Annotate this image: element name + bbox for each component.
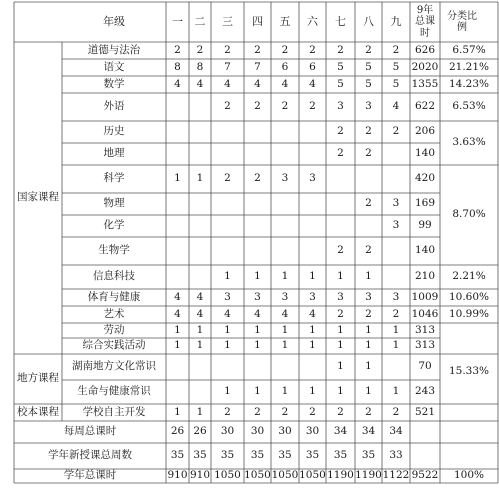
grade-hours-cell: 2: [392, 307, 400, 320]
weeks-value-cell: 35: [193, 449, 207, 462]
grade-hours-cell: 1: [281, 385, 289, 398]
grade-hours-cell: 5: [392, 77, 400, 90]
grade-hours-cell: [326, 165, 355, 193]
total-hours-cell: 206: [414, 125, 436, 138]
ratio-cell: 10.99%: [448, 307, 490, 320]
grade-hours-cell: 1: [365, 339, 372, 352]
weekly-value-cell: 30: [250, 425, 265, 438]
grade-hours-cell: 5: [365, 60, 372, 73]
grade-hours-cell: 2: [224, 172, 231, 185]
weeks-value-cell: 35: [278, 449, 292, 462]
grade-hours-cell: [382, 265, 410, 289]
grade-col-4: 四: [252, 14, 263, 28]
grade-hours-cell: 2: [392, 125, 400, 138]
grade-hours-cell: 3: [392, 197, 400, 210]
subject-name: 化学: [103, 219, 125, 232]
grade-hours-cell: [166, 380, 189, 404]
grade-header: 年级: [103, 14, 125, 28]
grade-hours-cell: 1: [196, 339, 204, 352]
grade-hours-cell: [189, 215, 211, 237]
grade-hours-cell: [211, 143, 244, 165]
total-hours-cell: 169: [414, 197, 436, 210]
grade-hours-cell: [166, 121, 189, 143]
subject-name: 物理: [103, 197, 125, 210]
weekly-value-cell: 34: [361, 425, 376, 438]
grade-hours-cell: 2: [392, 43, 400, 56]
grade-hours-cell: [166, 93, 189, 121]
subject-name: 历史: [103, 125, 125, 138]
weekly-hours-label: 每周总课时: [63, 425, 117, 438]
total-hours-cell: 622: [414, 100, 436, 113]
grade-hours-cell: 1: [281, 270, 289, 283]
grade-hours-cell: [271, 215, 299, 237]
grade-hours-cell: 1: [196, 323, 204, 336]
subject-name: 信息科技: [93, 270, 135, 283]
annual-value-cell: 1050: [271, 469, 299, 482]
grade-hours-cell: 3: [392, 219, 400, 232]
weeks-value-cell: 35: [220, 449, 235, 462]
grade-hours-cell: 1: [174, 172, 181, 185]
total-hours-cell: 313: [414, 339, 436, 352]
grade-hours-cell: 8: [196, 60, 204, 73]
grade-hours-cell: 1: [224, 323, 231, 336]
grade-hours-cell: 2: [281, 43, 289, 56]
grade-col-7: 七: [335, 14, 346, 28]
grade-hours-cell: [299, 215, 326, 237]
grade-hours-cell: 1: [281, 323, 289, 336]
grade-hours-cell: 4: [196, 290, 204, 303]
grade-hours-cell: [244, 193, 271, 215]
subject-name: 综合实践活动: [82, 339, 146, 352]
grade-hours-cell: 7: [254, 60, 261, 73]
ratio-cell: 15.33%: [448, 365, 490, 378]
weekly-value-cell: 30: [278, 425, 292, 438]
grade-hours-cell: 5: [337, 77, 344, 90]
grade-hours-cell: 1: [174, 339, 181, 352]
grade-hours-cell: 3: [281, 290, 289, 303]
grade-hours-cell: [355, 215, 382, 237]
grade-hours-cell: [382, 143, 410, 165]
grade-col-8: 八: [363, 14, 374, 28]
weeks-value-cell: 35: [305, 449, 320, 462]
grade-hours-cell: [189, 193, 211, 215]
grade-hours-cell: 2: [224, 100, 231, 113]
grade-hours-cell: 1: [337, 339, 344, 352]
ratio-cell: 10.60%: [448, 290, 490, 303]
ratio-cell: 6.57%: [452, 43, 486, 56]
grade-hours-cell: 1: [196, 172, 204, 185]
total-hours-cell: 420: [414, 172, 436, 185]
grade-hours-cell: 1: [392, 339, 400, 352]
grade-hours-cell: 1: [224, 385, 231, 398]
subject-name: 科学: [103, 172, 125, 185]
grade-hours-cell: 1: [174, 323, 181, 336]
grade-hours-cell: [189, 265, 211, 289]
subject-name: 道德与法治: [87, 43, 141, 56]
grade-hours-cell: 3: [392, 290, 400, 303]
grade-hours-cell: [271, 237, 299, 265]
total-hours-cell: 99: [418, 219, 432, 232]
category-school: 校本课程: [17, 405, 59, 418]
grade-hours-cell: [211, 193, 244, 215]
subject-name: 生物学: [98, 244, 130, 257]
grade-hours-cell: 3: [254, 290, 261, 303]
total-hours-cell: 2020: [411, 60, 439, 73]
grade-hours-cell: 2: [365, 244, 372, 257]
grade-hours-cell: 4: [224, 307, 231, 320]
weeks-value-cell: 33: [389, 449, 403, 462]
category-local: 地方课程: [17, 372, 59, 385]
subject-name: 地理: [103, 147, 125, 160]
grade-hours-cell: 3: [365, 100, 372, 113]
grade-hours-cell: 1: [254, 323, 261, 336]
grade-hours-cell: [189, 354, 211, 380]
grade-hours-cell: 3: [337, 100, 344, 113]
grade-hours-cell: 2: [337, 125, 344, 138]
grade-hours-cell: 4: [309, 77, 316, 90]
grade-hours-cell: [211, 354, 244, 380]
grade-hours-cell: 2: [337, 43, 344, 56]
grade-hours-cell: 2: [224, 405, 231, 418]
grade-hours-cell: [211, 237, 244, 265]
total-hours-cell: 313: [414, 323, 436, 336]
grade-hours-cell: 1: [174, 405, 181, 418]
subject-name: 数学: [103, 77, 125, 90]
weeks-value-cell: 35: [333, 449, 348, 462]
total-hours-cell: 243: [414, 385, 436, 398]
grade-hours-cell: 2: [281, 100, 289, 113]
grade-col-6: 六: [307, 14, 318, 28]
annual-value-cell: 1190: [327, 469, 354, 482]
subject-name: 体育与健康: [87, 290, 141, 303]
grade-hours-cell: [271, 354, 299, 380]
grade-hours-cell: 1: [365, 360, 372, 373]
total-hours-cell: 1046: [411, 307, 439, 320]
grade-hours-cell: 1: [309, 270, 316, 283]
grade-hours-cell: [299, 193, 326, 215]
grade-hours-cell: 1: [337, 385, 344, 398]
grade-hours-cell: 2: [309, 43, 316, 56]
grade-hours-cell: 1: [309, 339, 316, 352]
grade-hours-cell: [189, 143, 211, 165]
grade-col-9: 九: [390, 14, 402, 28]
grade-hours-cell: 1: [254, 385, 261, 398]
grade-hours-cell: 2: [281, 405, 289, 418]
annual-total-cell: 9522: [411, 469, 439, 482]
category-national: 国家课程: [17, 191, 59, 204]
grade-hours-cell: 5: [337, 60, 344, 73]
grade-hours-cell: 1: [365, 270, 372, 283]
grade-hours-cell: [189, 380, 211, 404]
weekly-value-cell: 26: [193, 425, 207, 438]
grade-hours-cell: 2: [309, 405, 316, 418]
grade-hours-cell: [271, 143, 299, 165]
weeks-value-cell: 35: [250, 449, 265, 462]
grade-hours-cell: 1: [392, 323, 400, 336]
grade-col-5: 五: [279, 14, 291, 28]
total-hours-cell: 626: [414, 43, 436, 56]
total-hours-header: 9年总课时: [415, 4, 435, 39]
grade-hours-cell: [299, 121, 326, 143]
grade-hours-cell: 1: [281, 339, 289, 352]
grade-hours-cell: 1: [392, 385, 400, 398]
grade-hours-cell: 3: [309, 172, 316, 185]
grade-hours-cell: 2: [196, 43, 204, 56]
subject-name: 外语: [103, 100, 125, 113]
grade-hours-cell: 2: [254, 100, 261, 113]
grade-hours-cell: [326, 193, 355, 215]
grade-hours-cell: [166, 265, 189, 289]
subject-name: 艺术: [103, 307, 125, 320]
ratio-cell: 21.21%: [448, 60, 490, 73]
grade-hours-cell: 1: [224, 339, 231, 352]
grade-hours-cell: 4: [196, 307, 204, 320]
grade-hours-cell: [382, 165, 410, 193]
grade-hours-cell: 4: [254, 77, 261, 90]
grade-hours-cell: [166, 143, 189, 165]
grade-hours-cell: 2: [254, 405, 261, 418]
grade-hours-cell: 2: [365, 125, 372, 138]
grade-hours-cell: 4: [196, 77, 204, 90]
annual-value-cell: 1050: [244, 469, 271, 482]
total-hours-cell: 521: [414, 405, 436, 418]
grade-hours-cell: [166, 215, 189, 237]
grade-hours-cell: 1: [365, 385, 372, 398]
grade-hours-cell: 4: [281, 77, 289, 90]
subject-name: 学校自主开发: [82, 405, 146, 418]
weekly-value-cell: 30: [305, 425, 320, 438]
grade-hours-cell: 2: [337, 405, 344, 418]
grade-hours-cell: 2: [224, 43, 231, 56]
grade-hours-cell: 4: [309, 307, 316, 320]
grade-hours-cell: [244, 121, 271, 143]
annual-value-cell: 1050: [214, 469, 241, 482]
subject-name: 劳动: [103, 323, 125, 336]
ratio-cell: 2.21%: [452, 270, 486, 283]
total-hours-cell: 1355: [411, 77, 439, 90]
total-hours-cell: 1009: [411, 290, 439, 303]
grade-hours-cell: 4: [174, 290, 181, 303]
grade-hours-cell: 2: [309, 100, 316, 113]
grade-col-1: 一: [172, 14, 183, 28]
grade-hours-cell: 2: [392, 405, 400, 418]
grade-hours-cell: [189, 121, 211, 143]
weekly-value-cell: 34: [389, 425, 403, 438]
grade-hours-cell: [166, 237, 189, 265]
grade-hours-cell: [166, 193, 189, 215]
weeks-label: 学年新授课总周数: [48, 449, 132, 462]
grade-hours-cell: 1: [309, 385, 316, 398]
grade-hours-cell: 1: [337, 360, 344, 373]
grade-hours-cell: 3: [365, 290, 372, 303]
grade-hours-cell: 3: [309, 290, 316, 303]
weeks-value-cell: 35: [361, 449, 376, 462]
ratio-cell: 6.53%: [452, 100, 486, 113]
grade-hours-cell: 4: [224, 77, 231, 90]
grade-hours-cell: 3: [224, 290, 231, 303]
grade-hours-cell: 2: [254, 43, 261, 56]
grade-hours-cell: 3: [337, 290, 344, 303]
grade-hours-cell: 2: [365, 405, 372, 418]
grade-hours-cell: 1: [254, 270, 261, 283]
grade-hours-cell: 1: [254, 339, 261, 352]
grade-col-2: 二: [194, 14, 206, 28]
grade-hours-cell: 5: [365, 77, 372, 90]
grade-hours-cell: [244, 237, 271, 265]
total-hours-cell: 70: [418, 360, 432, 373]
grade-hours-cell: 6: [281, 60, 289, 73]
annual-value-cell: 1190: [355, 469, 382, 482]
annual-value-cell: 1122: [382, 469, 410, 482]
grade-hours-cell: 1: [337, 323, 344, 336]
grade-hours-cell: 1: [196, 405, 204, 418]
annual-value-cell: 910: [167, 469, 188, 482]
annual-hours-label: 学年总课时: [63, 469, 117, 482]
grade-hours-cell: 1: [224, 270, 231, 283]
weeks-value-cell: 35: [170, 449, 185, 462]
subject-name: 湖南地方文化常识: [72, 360, 156, 373]
grade-hours-cell: [244, 143, 271, 165]
grade-hours-cell: [166, 354, 189, 380]
grade-col-3: 三: [222, 14, 233, 28]
weekly-value-cell: 26: [170, 425, 185, 438]
grade-hours-cell: 3: [281, 172, 289, 185]
grade-hours-cell: [189, 93, 211, 121]
grade-hours-cell: [211, 215, 244, 237]
subject-name: 生命与健康常识: [77, 385, 151, 398]
grade-hours-cell: 2: [365, 197, 372, 210]
total-hours-cell: 140: [414, 147, 436, 160]
grade-hours-cell: 5: [392, 60, 400, 73]
grade-hours-cell: 2: [365, 147, 372, 160]
total-hours-cell: 210: [414, 270, 436, 283]
grade-hours-cell: [244, 215, 271, 237]
grade-hours-cell: [299, 143, 326, 165]
grade-hours-cell: 2: [365, 43, 372, 56]
grade-hours-cell: 4: [174, 307, 181, 320]
ratio-cell: 14.23%: [448, 77, 490, 90]
annual-value-cell: 910: [189, 469, 211, 482]
ratio-cell: 8.70%: [452, 208, 486, 221]
grade-hours-cell: 2: [365, 307, 372, 320]
grade-hours-cell: 8: [174, 60, 181, 73]
grade-hours-cell: 1: [337, 270, 344, 283]
grade-hours-cell: 4: [174, 77, 181, 90]
grade-hours-cell: [211, 121, 244, 143]
grade-hours-cell: [271, 121, 299, 143]
grade-hours-cell: 2: [337, 307, 344, 320]
ratio-header: 分类比例: [447, 10, 477, 33]
grade-hours-cell: 4: [281, 307, 289, 320]
grade-hours-cell: 2: [337, 244, 344, 257]
grade-hours-cell: 4: [392, 100, 400, 113]
grade-hours-cell: 6: [309, 60, 316, 73]
grade-hours-cell: [189, 237, 211, 265]
annual-ratio-cell: 100%: [453, 469, 485, 482]
grade-hours-cell: [326, 215, 355, 237]
grade-hours-cell: 2: [254, 172, 261, 185]
weekly-value-cell: 30: [220, 425, 235, 438]
weekly-value-cell: 34: [333, 425, 348, 438]
annual-value-cell: 1050: [299, 469, 326, 482]
grade-hours-cell: 2: [337, 147, 344, 160]
grade-hours-cell: [382, 354, 410, 380]
grade-hours-cell: 1: [309, 323, 316, 336]
ratio-cell: 3.63%: [452, 136, 486, 149]
total-hours-cell: 140: [414, 244, 436, 257]
grade-hours-cell: 4: [254, 307, 261, 320]
grade-hours-cell: [355, 165, 382, 193]
grade-hours-cell: 2: [174, 43, 181, 56]
grade-hours-cell: [271, 193, 299, 215]
grade-hours-cell: [244, 354, 271, 380]
grade-hours-cell: 7: [224, 60, 231, 73]
subject-name: 语文: [103, 60, 125, 73]
grade-hours-cell: [299, 354, 326, 380]
grade-hours-cell: 1: [365, 323, 372, 336]
grade-hours-cell: [299, 237, 326, 265]
grade-hours-cell: [382, 237, 410, 265]
